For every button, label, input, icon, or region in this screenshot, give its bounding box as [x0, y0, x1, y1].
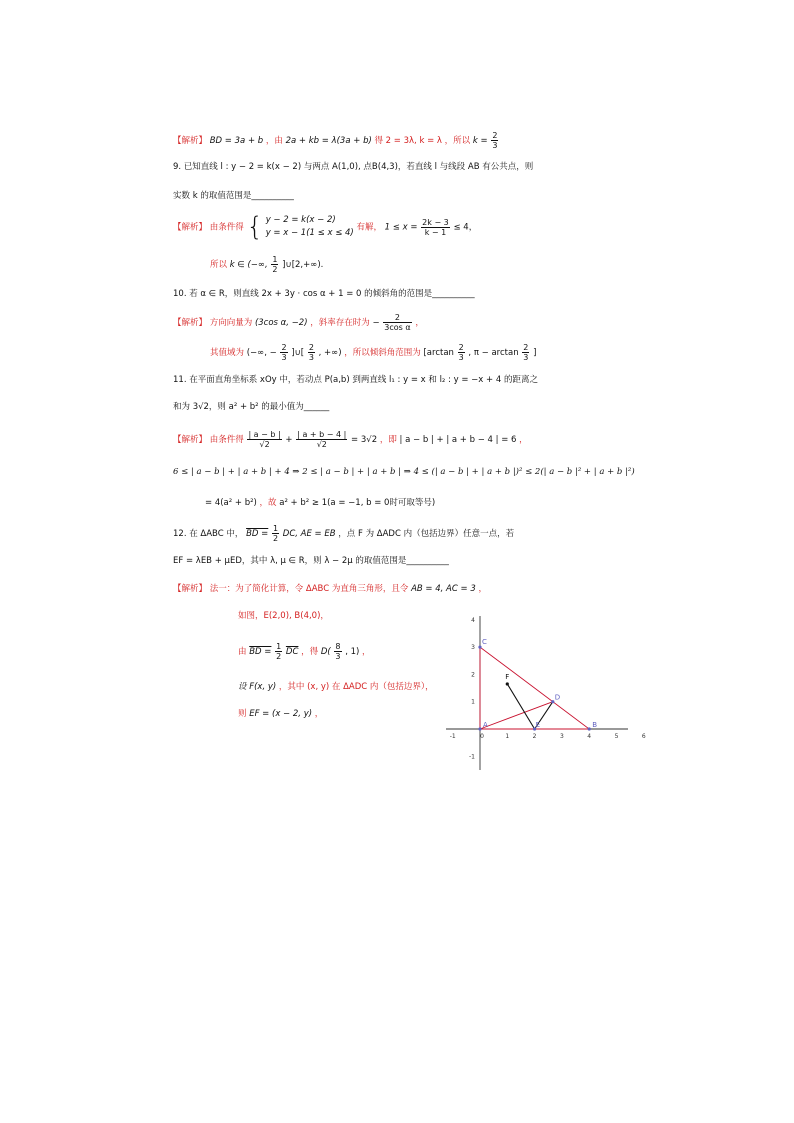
math: $\overline{DC}$ — [285, 647, 299, 657]
math: = 4(a² + b²) — [205, 498, 257, 508]
text: 有解， — [356, 222, 382, 233]
solution-12-line-3 — [238, 642, 371, 661]
x-tick-label: 0 — [480, 733, 484, 740]
triangle-abc — [480, 647, 589, 729]
solution-10 — [173, 313, 424, 332]
text: ，其中 (x, y) 在 ΔADC 内（包括边界）， — [278, 682, 434, 692]
math: 设 F(x, y) — [238, 682, 277, 692]
question-12-line-2: EF = λEB + μED，其中 λ, μ ∈ R，则 λ − 2μ 的取值范围是__________ — [173, 556, 449, 566]
math: − — [372, 318, 380, 328]
segment-ef — [507, 684, 534, 729]
solution-tag: 【解析】 — [173, 318, 208, 328]
point-f — [506, 682, 509, 685]
coordinate-figure — [444, 612, 646, 772]
text: ，得 — [301, 647, 319, 657]
math: = 3√2 — [351, 435, 378, 445]
text: ， — [478, 584, 487, 594]
fraction: $\frac{2}{3}$ — [523, 343, 529, 362]
math: ≤ 4， — [453, 222, 478, 233]
math: AB = 4, AC = 3 — [411, 584, 476, 594]
solution-9-line-2 — [210, 255, 323, 274]
math: ] — [533, 348, 537, 358]
math: | a − b | + | a + b − 4 | = 6 — [399, 435, 517, 445]
text: 其值域为 — [210, 348, 245, 358]
text: ，故 — [259, 498, 277, 508]
question-9-line-1: 9. 已知直线 l : y − 2 = k(x − 2) 与两点 A(1,0), 点B(4,3)，若直线 l 与线段 AB 有公共点，则 — [173, 162, 534, 172]
math: BD = — [249, 647, 272, 657]
math: k ∈ (−∞, — [229, 260, 268, 270]
x-tick-label: 1 — [505, 733, 510, 740]
fraction: $\frac{| a - b |}{√2}$ — [248, 430, 281, 449]
text: ，所以倾斜角范围为 — [344, 348, 421, 358]
math: ]∪[2,+∞). — [282, 260, 324, 270]
math: k = — [472, 136, 488, 146]
math: 2a + kb = λ(3a + b) — [285, 136, 372, 146]
point-label-d: D — [554, 693, 561, 702]
math: a² + b² ≥ 1(a = −1, b = 0时可取等号) — [279, 498, 436, 508]
point-labels — [478, 638, 597, 731]
solution-tag: 【解析】 — [173, 584, 208, 594]
solution-9 — [173, 214, 477, 241]
text: ， — [415, 318, 424, 328]
x-tick-label: -1 — [449, 733, 456, 740]
text: 由 — [238, 647, 247, 657]
solution-12-line-4 — [238, 681, 434, 693]
math: (−∞, − — [246, 348, 277, 358]
fraction: $\frac{2}{3}$ — [281, 343, 287, 362]
solution-10-line-2 — [210, 343, 536, 362]
triangle-figure — [480, 647, 589, 729]
solution-12 — [173, 583, 487, 595]
math: EF = (x − 2, y) — [249, 709, 313, 719]
fraction: $\frac{1}{2}$ — [276, 642, 282, 661]
segment-ad — [480, 702, 553, 729]
question-12-line-1 — [173, 524, 514, 543]
fraction: $\frac{8}{3}$ — [335, 642, 341, 661]
equation-system: y − 2 = k(x − 2) y = x − 1(1 ≤ x ≤ 4) — [265, 215, 354, 238]
point-b — [588, 727, 591, 730]
math: ]∪[ — [291, 348, 305, 358]
text: ，即 — [379, 435, 397, 445]
fraction: $\frac{| a + b - 4 |}{√2}$ — [297, 430, 347, 449]
math: , +∞) — [318, 348, 342, 358]
solution-11-line-2: 6 ≤ | a − b | + | a + b | + 4 ⇒ 2 ≤ | a − b | + | a + b | ⇒ 4 ≤ (| a − b | + | a + b |)² ≤ 2(| a − b |² + | a + b |²) — [173, 467, 635, 477]
text: ，斜率存在时为 — [310, 318, 370, 328]
y-tick-label: 1 — [471, 698, 475, 706]
question-11-line-1: 11. 在平面直角坐标系 xOy 中，若动点 P(a,b) 到两直线 l₁ : y = x 和 l₂ : y = −x + 4 的距离之 — [173, 375, 538, 385]
brace: { — [246, 212, 263, 242]
math: , 1) — [345, 647, 360, 657]
math: D( — [320, 647, 331, 657]
x-tick-label: 2 — [532, 733, 537, 740]
fraction: $\frac{2k - 3}{k - 1}$ — [422, 217, 449, 237]
fraction: $\frac{2}{3}$ — [458, 343, 464, 362]
question-9-line-2: 实数 k 的取值范围是__________ — [173, 191, 294, 201]
fraction: $\frac{1}{2}$ — [272, 524, 279, 543]
question-10: 10. 若 α ∈ R，则直线 2x + 3y · cos α + 1 = 0 的倾斜角的范围是__________ — [173, 289, 475, 299]
fraction: $\frac{2}{\text{3cos α}}$ — [384, 313, 411, 332]
x-tick-label: 6 — [641, 733, 646, 740]
point-label-a: A — [483, 721, 488, 729]
axes — [446, 616, 628, 770]
point-label-c: C — [482, 638, 487, 647]
math: DC, AE = EB — [282, 529, 336, 539]
text: 所以 — [210, 260, 228, 270]
text: ，所以 — [444, 136, 471, 146]
text: 得 2 = 3λ, k = λ — [374, 136, 442, 146]
text: ，由 — [265, 136, 283, 146]
text: 则 — [238, 709, 247, 719]
solution-tag: 【解析】 — [173, 222, 208, 233]
math: + — [285, 435, 293, 445]
text: 法一：为了简化计算，令 ΔABC 为直角三角形，且令 — [209, 584, 409, 594]
solution-12-line-5 — [238, 708, 323, 720]
question-11-line-2: 和为 3√2，则 a² + b² 的最小值为______ — [173, 402, 330, 412]
solution-tag: 【解析】 — [173, 136, 208, 146]
tick-labels — [450, 617, 646, 761]
solution-12-line-2: 如图，E(2,0), B(4,0)， — [238, 611, 329, 621]
fraction: $\frac{2}{3}$ — [492, 131, 498, 150]
y-tick-label: 2 — [471, 671, 475, 679]
y-tick-label: 3 — [471, 644, 475, 652]
math: BD = 3a + b — [209, 136, 264, 146]
fraction: $\frac{1}{2}$ — [272, 255, 278, 274]
math: 1 ≤ x = — [384, 222, 418, 233]
math: , π − arctan — [468, 348, 519, 358]
math: BD = — [246, 529, 269, 539]
point-label-f: F — [505, 672, 510, 681]
text: 由条件得 — [209, 222, 244, 233]
x-tick-label: 5 — [614, 733, 619, 740]
point-label-b: B — [592, 721, 598, 729]
math: (3cos α, −2) — [254, 318, 308, 328]
math: [arctan — [423, 348, 454, 358]
text: 由条件得 — [209, 435, 244, 445]
x-tick-label: 3 — [559, 733, 564, 740]
text: 12. 在 ΔABC 中， — [173, 529, 244, 539]
solution-11 — [173, 430, 528, 449]
point-a — [478, 727, 481, 730]
text: ， — [314, 709, 324, 719]
solution-8 — [173, 131, 499, 150]
text: 方向向量为 — [209, 318, 253, 328]
y-tick-label: 4 — [471, 616, 475, 624]
point-label-e: E — [535, 721, 541, 729]
solution-tag: 【解析】 — [173, 435, 208, 445]
y-tick-label: -1 — [469, 753, 475, 761]
text: ， — [362, 647, 371, 657]
x-tick-label: 4 — [587, 733, 592, 740]
fraction: $\frac{2}{3}$ — [308, 343, 314, 362]
text: ，点 F 为 ΔADC 内（包括边界）任意一点，若 — [338, 529, 515, 539]
text: ， — [519, 435, 528, 445]
solution-11-line-3 — [205, 497, 435, 509]
